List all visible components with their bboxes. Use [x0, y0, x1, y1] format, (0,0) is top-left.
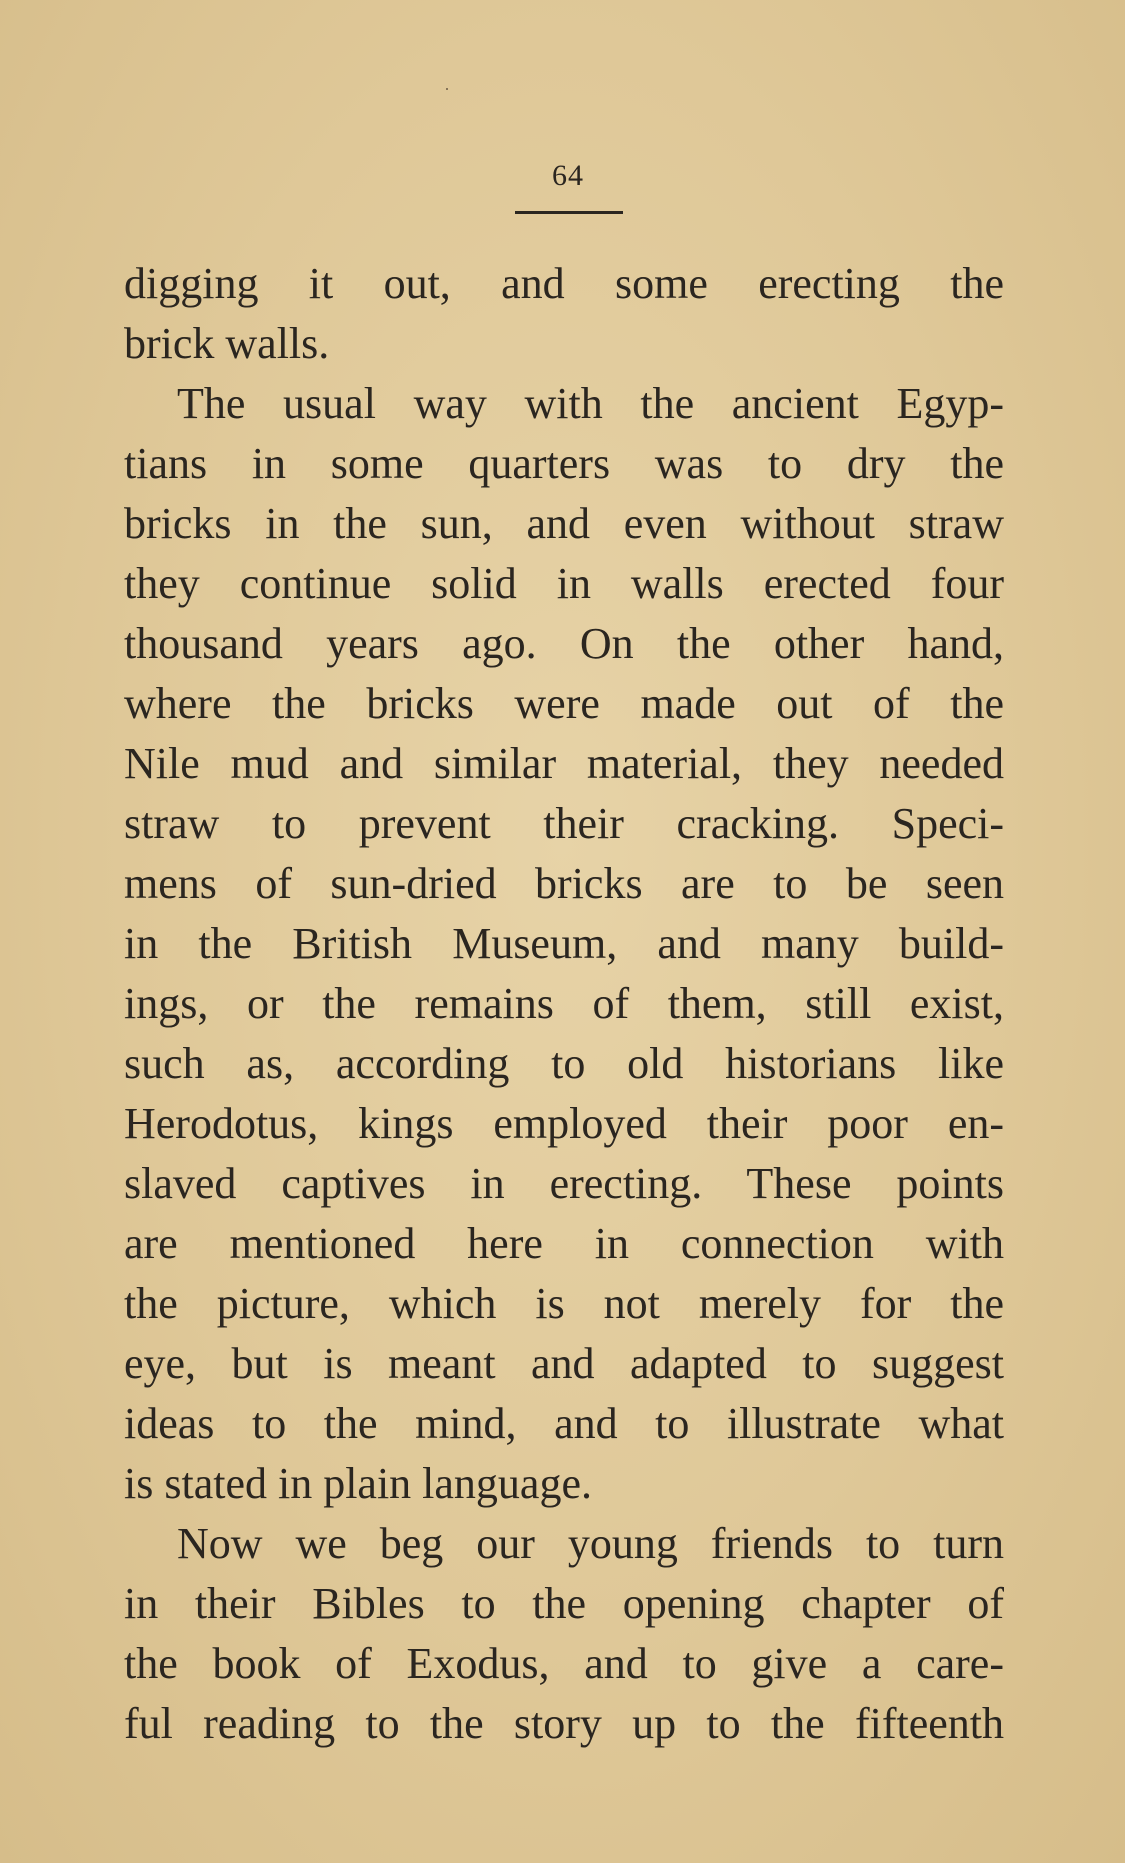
text-line: are mentioned here in connection with [124, 1219, 1004, 1268]
text-line: they continue solid in walls erected four [124, 559, 1004, 608]
text-line: straw to prevent their cracking. Speci- [124, 799, 1004, 848]
text-line: where the bricks were made out of the [124, 679, 1004, 728]
text-line: thousand years ago. On the other hand, [124, 619, 1004, 668]
text-line: slaved captives in erecting. These points [124, 1159, 1004, 1208]
text-line: Now we beg our young friends to turn [177, 1519, 1004, 1568]
text-line: ful reading to the story up to the fifteenth [124, 1699, 1004, 1748]
text-line: ings, or the remains of them, still exist, [124, 979, 1004, 1028]
text-line: brick walls. [124, 319, 330, 368]
page-number-rule [515, 211, 623, 214]
text-line: Herodotus, kings employed their poor en- [124, 1099, 1004, 1148]
text-line: ideas to the mind, and to illustrate what [124, 1399, 1004, 1448]
paper-speck [446, 88, 448, 90]
page-number: 64 [552, 159, 584, 192]
text-line: The usual way with the ancient Egyp- [177, 379, 1004, 428]
text-line: the picture, which is not merely for the [124, 1279, 1004, 1328]
body-text [124, 254, 1004, 1754]
text-line: in the British Museum, and many build- [124, 919, 1004, 968]
text-line: digging it out, and some erecting the [124, 259, 1004, 308]
text-line: is stated in plain language. [124, 1459, 592, 1508]
text-line: eye, but is meant and adapted to suggest [124, 1339, 1004, 1388]
text-line: the book of Exodus, and to give a care- [124, 1639, 1004, 1688]
text-line: in their Bibles to the opening chapter of [124, 1579, 1004, 1628]
text-line: such as, according to old historians like [124, 1039, 1004, 1088]
text-line: tians in some quarters was to dry the [124, 439, 1004, 488]
text-line: mens of sun-dried bricks are to be seen [124, 859, 1004, 908]
text-line: Nile mud and similar material, they needed [124, 739, 1004, 788]
text-line: bricks in the sun, and even without straw [124, 499, 1004, 548]
